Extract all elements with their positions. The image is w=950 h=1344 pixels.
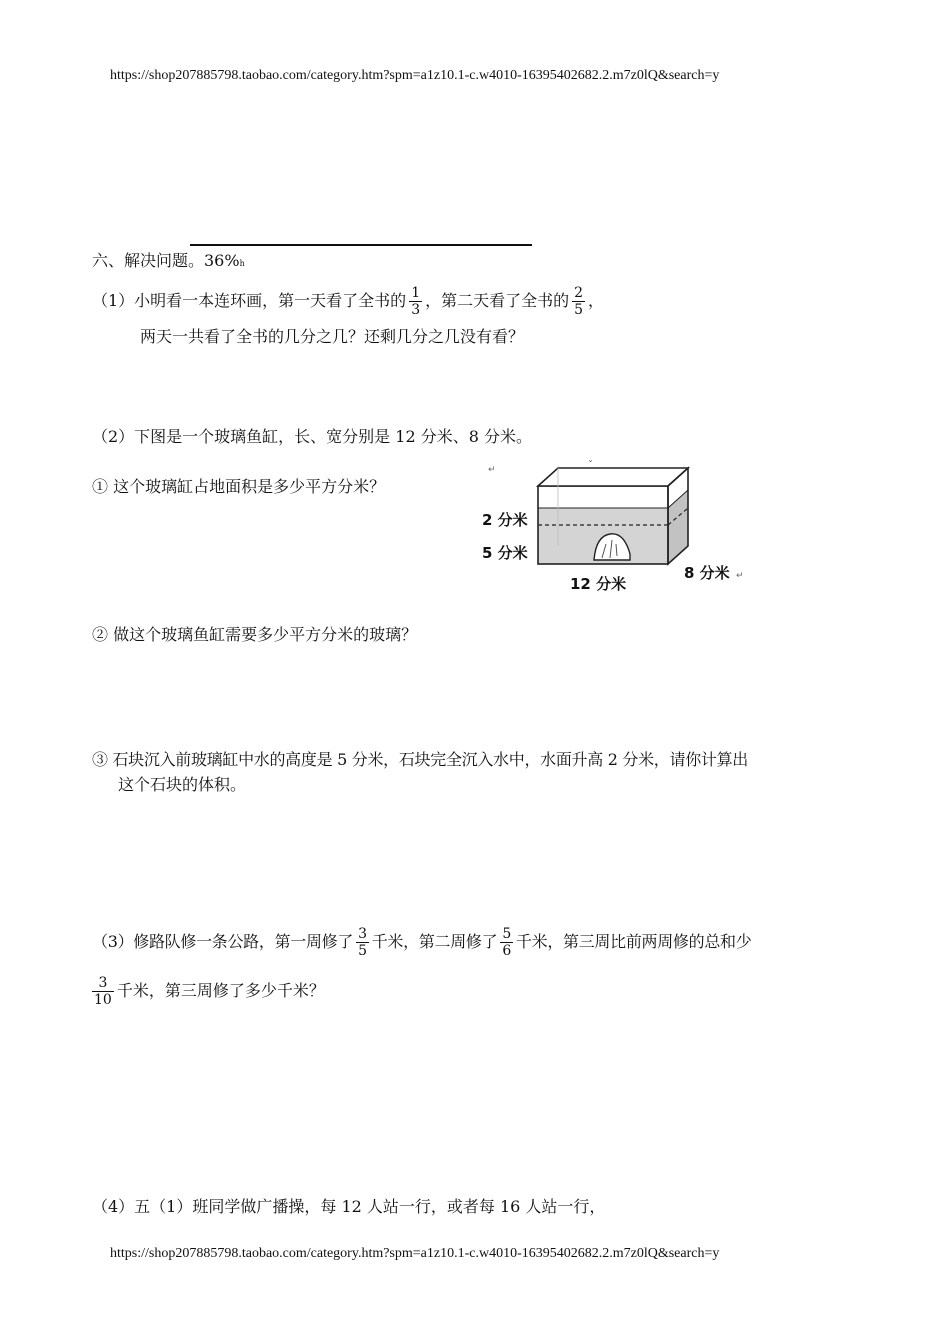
question-3-line-2 [92, 975, 325, 1008]
q1-mid: ，第二天看了全书的 [425, 291, 570, 310]
question-2-sub-1: ① 这个玻璃缸占地面积是多少平方分米？ [92, 477, 386, 496]
question-2-sub-3-line-1: ③ 石块沉入前玻璃缸中水的高度是 5 分米，石块完全沉入水中，水面升高 2 分米，请你计算出 [92, 750, 748, 769]
q1-end: ， [588, 291, 605, 310]
header-url: https://shop207885798.taobao.com/category.htm?spm=a1z10.1-c.w4010-16395402682.2.m7z0lQ&search=y [110, 68, 720, 83]
fraction-denominator: 5 [574, 302, 584, 318]
fraction-1-3 [409, 285, 422, 318]
question-2-intro: （2）下图是一个玻璃鱼缸，长、宽分别是 12 分米、8 分米。 [92, 427, 532, 446]
fraction-numerator: 3 [358, 926, 367, 942]
label-length: 12 分米 [570, 575, 627, 593]
q3-mid-2: 千米，第三周比前两周修的总和少 [515, 932, 752, 951]
question-3-line-1 [92, 926, 751, 959]
footer-url: https://shop207885798.taobao.com/category.htm?spm=a1z10.1-c.w4010-16395402682.2.m7z0lQ&search=y [110, 1246, 720, 1261]
question-1-line-1 [92, 285, 604, 318]
fraction-denominator: 10 [94, 992, 112, 1008]
fraction-numerator: 3 [98, 975, 108, 991]
fraction-denominator: 3 [411, 302, 421, 318]
label-rise: 2 分米 [482, 511, 528, 529]
fraction-numerator: 2 [574, 285, 584, 301]
section-title-text: 六、解决问题。36% [92, 251, 240, 270]
q3-end: 千米，第三周修了多少千米？ [116, 981, 325, 1000]
label-width: 8 分米 [684, 564, 730, 582]
water-side [668, 490, 688, 564]
q3-mid-1: 千米，第二周修了 [371, 932, 498, 951]
top-rule [190, 244, 532, 246]
fraction-3-5 [356, 926, 369, 959]
section-title-suffix: h [239, 259, 245, 268]
corner-mark: ↵ [488, 465, 496, 475]
question-4: （4）五（1）班同学做广播操，每 12 人站一行，或者每 16 人站一行， [92, 1197, 606, 1216]
question-2-sub-3-line-2: 这个石块的体积。 [118, 775, 247, 794]
question-2-sub-2: ② 做这个玻璃鱼缸需要多少平方分米的玻璃？ [92, 625, 418, 644]
q3-prefix: （3）修路队修一条公路，第一周修了 [92, 932, 354, 951]
q1-prefix: （1）小明看一本连环画，第一天看了全书的 [92, 291, 407, 310]
question-1-line-2: 两天一共看了全书的几分之几？还剩几分之几没有看？ [140, 327, 525, 346]
return-mark: ↵ [736, 571, 744, 581]
section-title [92, 250, 245, 275]
fraction-numerator: 1 [411, 285, 421, 301]
fraction-2-5 [572, 285, 585, 318]
fraction-5-6 [500, 926, 513, 959]
top-mark: ˇ [588, 460, 593, 471]
fraction-denominator: 6 [502, 943, 511, 959]
fish-tank-figure [470, 458, 760, 598]
fraction-denominator: 5 [358, 943, 367, 959]
tank-top [538, 468, 688, 486]
fraction-3-10 [92, 975, 114, 1008]
label-height: 5 分米 [482, 544, 528, 562]
fraction-numerator: 5 [502, 926, 511, 942]
